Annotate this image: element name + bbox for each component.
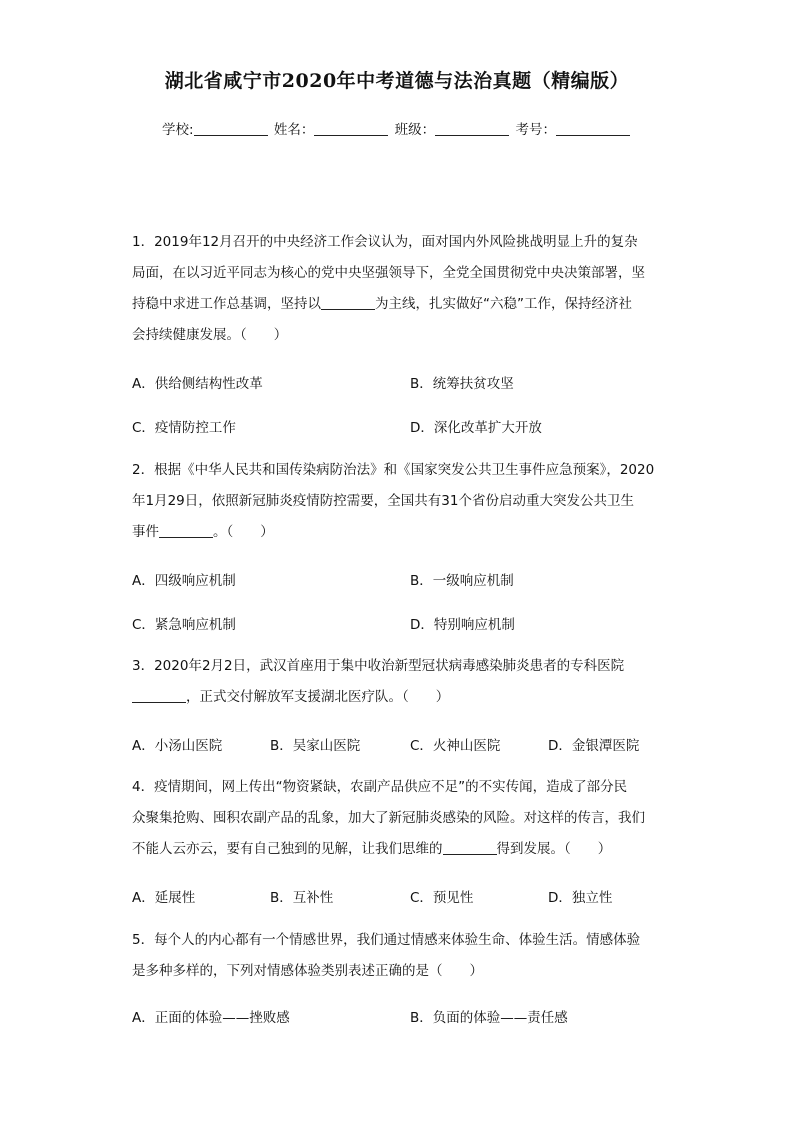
- question-5-text: [132, 925, 672, 987]
- question-1-line-3: 持稳中求进工作总基调，坚持以 为主线，扎实做好“六稳”工作，保持经济社: [132, 296, 632, 312]
- question-2-line-2: 年1月29日，依照新冠肺炎疫情防控需要，全国共有31个省份启动重大突发公共卫生: [132, 493, 634, 509]
- number-label: 考号：: [515, 122, 556, 138]
- school-blank: [194, 121, 268, 136]
- question-1-option-d[interactable]: D．深化改革扩大开放: [410, 420, 542, 436]
- question-4-option-d[interactable]: D．独立性: [548, 890, 613, 906]
- question-3-option-b[interactable]: B．吴家山医院: [270, 738, 361, 754]
- answer-blank: [321, 295, 375, 310]
- question-3-line-1: 3．2020年2月2日，武汉首座用于集中收治新型冠状病毒感染肺炎患者的专科医院: [132, 658, 625, 674]
- answer-blank: [159, 523, 213, 538]
- student-info-line: [0, 118, 794, 138]
- question-1-line-2: 局面，在以习近平同志为核心的党中央坚强领导下，全党全国贯彻党中央决策部署，坚: [132, 265, 645, 281]
- question-2-option-b[interactable]: B．一级响应机制: [410, 573, 514, 589]
- question-3-text: [132, 651, 672, 713]
- question-4-line-3: 不能人云亦云，要有自己独到的见解，让我们思维的 得到发展。（ ）: [132, 841, 612, 857]
- class-label: 班级：: [394, 122, 436, 138]
- question-3-option-d[interactable]: D．金银潭医院: [548, 738, 640, 754]
- answer-blank: [132, 688, 186, 703]
- question-2-line-1: 2．根据《中华人民共和国传染病防治法》和《国家突发公共卫生事件应急预案》，2020: [132, 462, 655, 478]
- question-4-line-2: 众聚集抢购、囤积农副产品的乱象，加大了新冠肺炎感染的风险。对这样的传言，我们: [132, 810, 645, 826]
- school-label: 学校:: [162, 122, 194, 138]
- question-1-option-c[interactable]: C．疫情防控工作: [132, 420, 236, 436]
- question-4-line-1: 4．疫情期间，网上传出“物资紧缺，农副产品供应不足”的不实传闻，造成了部分民: [132, 779, 628, 795]
- answer-blank: [443, 840, 497, 855]
- question-2-text: [132, 455, 672, 548]
- question-2-option-d[interactable]: D．特别响应机制: [410, 617, 515, 633]
- question-1-text: [132, 227, 672, 351]
- question-1-line-4: 会持续健康发展。（ ）: [132, 327, 288, 343]
- question-1-option-a[interactable]: A．供给侧结构性改革: [132, 376, 263, 392]
- question-1-option-b[interactable]: B．统筹扶贫攻坚: [410, 376, 514, 392]
- question-3-option-c[interactable]: C．火神山医院: [410, 738, 501, 754]
- question-3-option-a[interactable]: A．小汤山医院: [132, 738, 223, 754]
- page-title: 湖北省咸宁市2020年中考道德与法治真题（精编版）: [164, 70, 630, 92]
- name-blank: [314, 121, 388, 136]
- number-blank: [556, 121, 630, 136]
- question-5-line-1: 5．每个人的内心都有一个情感世界，我们通过情感来体验生命、体验生活。情感体验: [132, 932, 641, 948]
- question-5-option-a[interactable]: A．正面的体验——挫败感: [132, 1010, 290, 1026]
- question-4-text: [132, 772, 672, 865]
- question-4-option-b[interactable]: B．互补性: [270, 890, 334, 906]
- question-2-option-c[interactable]: C．紧急响应机制: [132, 617, 236, 633]
- class-blank: [435, 121, 509, 136]
- question-3-line-2: ，正式交付解放军支援湖北医疗队。（ ）: [132, 682, 672, 713]
- question-5-option-b[interactable]: B．负面的体验——责任感: [410, 1010, 568, 1026]
- question-4-option-a[interactable]: A．延展性: [132, 890, 196, 906]
- question-5-line-2: 是多种多样的，下列对情感体验类别表述正确的是（ ）: [132, 963, 483, 979]
- question-4-option-c[interactable]: C．预见性: [410, 890, 474, 906]
- question-2-line-3: 事件 。（ ）: [132, 524, 274, 540]
- name-label: 姓名：: [273, 122, 315, 138]
- question-2-option-a[interactable]: A．四级响应机制: [132, 573, 236, 589]
- question-1-line-1: 1．2019年12月召开的中央经济工作会议认为，面对国内外风险挑战明显上升的复杂: [132, 234, 638, 250]
